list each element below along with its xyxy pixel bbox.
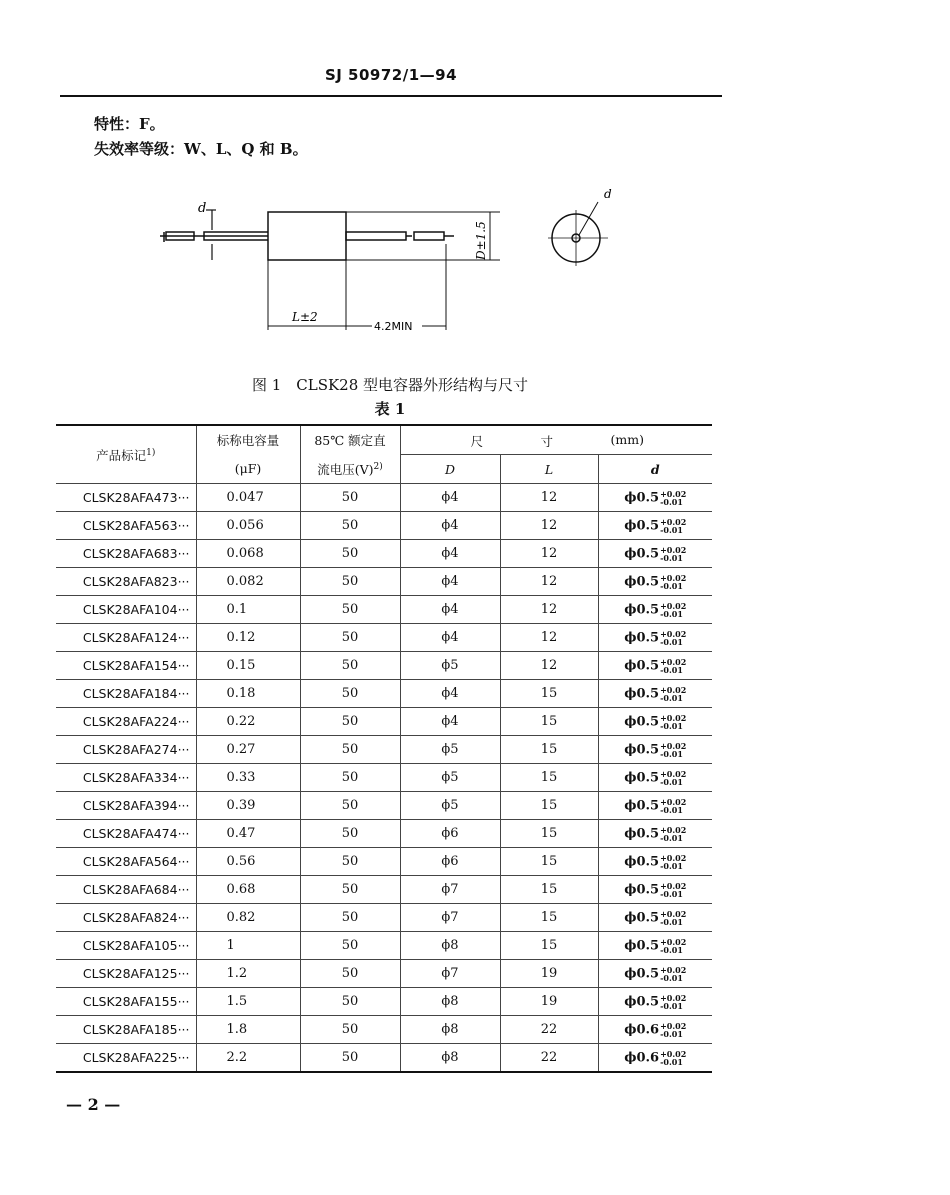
header-voltage-line1: 85℃ 额定直 bbox=[300, 425, 400, 455]
table-row bbox=[56, 512, 712, 540]
table-row bbox=[56, 540, 712, 568]
cell-model: CLSK28AFA225··· bbox=[56, 1044, 196, 1073]
cell-D: ϕ4 bbox=[400, 624, 500, 652]
cell-capacitance: 0.22 bbox=[196, 708, 300, 736]
cell-D: ϕ8 bbox=[400, 1016, 500, 1044]
cell-capacitance: 1.2 bbox=[196, 960, 300, 988]
cell-d: ϕ0.5+0.02 -0.01 bbox=[598, 988, 712, 1016]
table-row bbox=[56, 652, 712, 680]
tolerance: +0.02 -0.01 bbox=[660, 488, 687, 507]
cell-d: ϕ0.5+0.02 -0.01 bbox=[598, 652, 712, 680]
header-D: D bbox=[400, 455, 500, 484]
cell-L: 15 bbox=[500, 764, 598, 792]
table-row bbox=[56, 708, 712, 736]
cell-L: 15 bbox=[500, 820, 598, 848]
cell-capacitance: 0.68 bbox=[196, 876, 300, 904]
cell-d: ϕ0.5+0.02 -0.01 bbox=[598, 764, 712, 792]
cell-capacitance: 1.8 bbox=[196, 1016, 300, 1044]
tolerance: +0.02 -0.01 bbox=[660, 628, 687, 647]
table-row bbox=[56, 596, 712, 624]
cell-voltage: 50 bbox=[300, 848, 400, 876]
cell-voltage: 50 bbox=[300, 596, 400, 624]
cell-L: 19 bbox=[500, 960, 598, 988]
cell-d: ϕ0.5+0.02 -0.01 bbox=[598, 596, 712, 624]
table-row bbox=[56, 904, 712, 932]
tolerance: +0.02 -0.01 bbox=[660, 572, 687, 591]
cell-capacitance: 0.39 bbox=[196, 792, 300, 820]
cell-L: 12 bbox=[500, 596, 598, 624]
cell-L: 22 bbox=[500, 1016, 598, 1044]
tolerance: +0.02 -0.01 bbox=[660, 712, 687, 731]
cell-L: 15 bbox=[500, 932, 598, 960]
table-row bbox=[56, 680, 712, 708]
header-capacitance-line1: 标称电容量 bbox=[196, 425, 300, 455]
characteristic-line: 特性：F。 bbox=[94, 115, 165, 133]
cell-d: ϕ0.5+0.02 -0.01 bbox=[598, 512, 712, 540]
left-d-dimension bbox=[206, 210, 216, 260]
cell-d: ϕ0.5+0.02 -0.01 bbox=[598, 876, 712, 904]
cell-L: 15 bbox=[500, 708, 598, 736]
cell-model: CLSK28AFA474··· bbox=[56, 820, 196, 848]
table-row bbox=[56, 568, 712, 596]
cell-model: CLSK28AFA683··· bbox=[56, 540, 196, 568]
cell-d: ϕ0.5+0.02 -0.01 bbox=[598, 736, 712, 764]
cell-model: CLSK28AFA125··· bbox=[56, 960, 196, 988]
cell-capacitance: 0.082 bbox=[196, 568, 300, 596]
tolerance: +0.02 -0.01 bbox=[660, 544, 687, 563]
cell-model: CLSK28AFA564··· bbox=[56, 848, 196, 876]
cell-d: ϕ0.5+0.02 -0.01 bbox=[598, 960, 712, 988]
cell-D: ϕ5 bbox=[400, 736, 500, 764]
cell-model: CLSK28AFA334··· bbox=[56, 764, 196, 792]
table-row bbox=[56, 960, 712, 988]
cell-d: ϕ0.5+0.02 -0.01 bbox=[598, 540, 712, 568]
header-dimensions: 尺 寸 (mm) bbox=[400, 425, 712, 455]
table-title: 表 1 bbox=[374, 400, 406, 418]
header-rule bbox=[60, 95, 722, 97]
cell-L: 15 bbox=[500, 736, 598, 764]
tolerance: +0.02 -0.01 bbox=[660, 768, 687, 787]
cell-voltage: 50 bbox=[300, 540, 400, 568]
cell-capacitance: 0.47 bbox=[196, 820, 300, 848]
cell-model: CLSK28AFA473··· bbox=[56, 484, 196, 512]
tolerance: +0.02 -0.01 bbox=[660, 684, 687, 703]
cell-d: ϕ0.5+0.02 -0.01 bbox=[598, 624, 712, 652]
tolerance: +0.02 -0.01 bbox=[660, 852, 687, 871]
cell-d: ϕ0.5+0.02 -0.01 bbox=[598, 792, 712, 820]
cell-voltage: 50 bbox=[300, 1016, 400, 1044]
cell-d: ϕ0.5+0.02 -0.01 bbox=[598, 904, 712, 932]
cell-capacitance: 0.15 bbox=[196, 652, 300, 680]
cell-voltage: 50 bbox=[300, 876, 400, 904]
cell-L: 12 bbox=[500, 652, 598, 680]
cell-d: ϕ0.5+0.02 -0.01 bbox=[598, 484, 712, 512]
cell-voltage: 50 bbox=[300, 568, 400, 596]
table-row bbox=[56, 792, 712, 820]
cell-model: CLSK28AFA684··· bbox=[56, 876, 196, 904]
figure-caption: 图 1 CLSK28 型电容器外形结构与尺寸 bbox=[251, 376, 529, 394]
cell-D: ϕ6 bbox=[400, 848, 500, 876]
cell-D: ϕ7 bbox=[400, 960, 500, 988]
cell-capacitance: 1 bbox=[196, 932, 300, 960]
right-lead bbox=[346, 232, 454, 240]
tolerance: +0.02 -0.01 bbox=[660, 908, 687, 927]
table-row bbox=[56, 988, 712, 1016]
end-view bbox=[548, 202, 608, 266]
capacitor-body bbox=[268, 212, 346, 260]
cell-model: CLSK28AFA563··· bbox=[56, 512, 196, 540]
tolerance: +0.02 -0.01 bbox=[660, 1048, 687, 1067]
cell-voltage: 50 bbox=[300, 820, 400, 848]
table-row bbox=[56, 820, 712, 848]
cell-voltage: 50 bbox=[300, 904, 400, 932]
cell-L: 22 bbox=[500, 1044, 598, 1073]
cell-model: CLSK28AFA224··· bbox=[56, 708, 196, 736]
cell-d: ϕ0.5+0.02 -0.01 bbox=[598, 568, 712, 596]
cell-voltage: 50 bbox=[300, 960, 400, 988]
cell-voltage: 50 bbox=[300, 484, 400, 512]
cell-d: ϕ0.6+0.02 -0.01 bbox=[598, 1016, 712, 1044]
cell-capacitance: 0.27 bbox=[196, 736, 300, 764]
tolerance: +0.02 -0.01 bbox=[660, 656, 687, 675]
cell-model: CLSK28AFA155··· bbox=[56, 988, 196, 1016]
spec-table bbox=[56, 424, 712, 1073]
cell-D: ϕ4 bbox=[400, 540, 500, 568]
cell-D: ϕ6 bbox=[400, 820, 500, 848]
tolerance: +0.02 -0.01 bbox=[660, 600, 687, 619]
cell-capacitance: 0.18 bbox=[196, 680, 300, 708]
page-number: — 2 — bbox=[66, 1095, 121, 1114]
header-voltage-line2: 流电压$(V)^{2)}$ bbox=[300, 455, 400, 484]
D-label: D±1.5 bbox=[474, 221, 488, 260]
cell-L: 15 bbox=[500, 792, 598, 820]
cell-D: ϕ7 bbox=[400, 876, 500, 904]
cell-capacitance: 0.068 bbox=[196, 540, 300, 568]
cell-capacitance: 0.12 bbox=[196, 624, 300, 652]
cell-D: ϕ8 bbox=[400, 1044, 500, 1073]
cell-model: CLSK28AFA104··· bbox=[56, 596, 196, 624]
table-row bbox=[56, 624, 712, 652]
cell-D: ϕ4 bbox=[400, 680, 500, 708]
cell-capacitance: 0.33 bbox=[196, 764, 300, 792]
cell-D: ϕ5 bbox=[400, 792, 500, 820]
cell-voltage: 50 bbox=[300, 988, 400, 1016]
table-row bbox=[56, 1044, 712, 1073]
cell-model: CLSK28AFA274··· bbox=[56, 736, 196, 764]
table-row bbox=[56, 736, 712, 764]
cell-D: ϕ4 bbox=[400, 484, 500, 512]
cell-d: ϕ0.5+0.02 -0.01 bbox=[598, 932, 712, 960]
L-label: L±2 bbox=[292, 310, 318, 324]
cell-capacitance: 0.1 bbox=[196, 596, 300, 624]
cell-model: CLSK28AFA394··· bbox=[56, 792, 196, 820]
cell-voltage: 50 bbox=[300, 708, 400, 736]
cell-voltage: 50 bbox=[300, 1044, 400, 1073]
cell-L: 12 bbox=[500, 540, 598, 568]
cell-voltage: 50 bbox=[300, 652, 400, 680]
left-lead bbox=[160, 232, 270, 242]
tolerance: +0.02 -0.01 bbox=[660, 824, 687, 843]
cell-L: 15 bbox=[500, 848, 598, 876]
cell-D: ϕ5 bbox=[400, 764, 500, 792]
cell-capacitance: 2.2 bbox=[196, 1044, 300, 1073]
cell-L: 12 bbox=[500, 484, 598, 512]
cell-voltage: 50 bbox=[300, 736, 400, 764]
cell-voltage: 50 bbox=[300, 512, 400, 540]
tolerance: +0.02 -0.01 bbox=[660, 964, 687, 983]
cell-capacitance: 0.056 bbox=[196, 512, 300, 540]
table-row bbox=[56, 848, 712, 876]
cell-voltage: 50 bbox=[300, 932, 400, 960]
cell-L: 15 bbox=[500, 904, 598, 932]
cell-d: ϕ0.5+0.02 -0.01 bbox=[598, 820, 712, 848]
cell-D: ϕ5 bbox=[400, 652, 500, 680]
cell-D: ϕ4 bbox=[400, 512, 500, 540]
cell-model: CLSK28AFA823··· bbox=[56, 568, 196, 596]
header-d: d bbox=[598, 455, 712, 484]
cell-L: 15 bbox=[500, 876, 598, 904]
cell-D: ϕ4 bbox=[400, 708, 500, 736]
cell-model: CLSK28AFA824··· bbox=[56, 904, 196, 932]
cell-model: CLSK28AFA124··· bbox=[56, 624, 196, 652]
tolerance: +0.02 -0.01 bbox=[660, 880, 687, 899]
cell-d: ϕ0.6+0.02 -0.01 bbox=[598, 1044, 712, 1073]
tolerance: +0.02 -0.01 bbox=[660, 796, 687, 815]
cell-D: ϕ8 bbox=[400, 988, 500, 1016]
table-row bbox=[56, 876, 712, 904]
end-view-d-label: d bbox=[604, 187, 612, 201]
cell-D: ϕ8 bbox=[400, 932, 500, 960]
failure-rate-line: 失效率等级：W、L、Q 和 B。 bbox=[94, 140, 308, 158]
cell-D: ϕ4 bbox=[400, 596, 500, 624]
min-label: 4.2MIN bbox=[374, 320, 413, 333]
header-capacitance-line2: (μF) bbox=[196, 455, 300, 484]
cell-D: ϕ7 bbox=[400, 904, 500, 932]
cell-capacitance: 0.047 bbox=[196, 484, 300, 512]
cell-voltage: 50 bbox=[300, 624, 400, 652]
cell-voltage: 50 bbox=[300, 792, 400, 820]
cell-d: ϕ0.5+0.02 -0.01 bbox=[598, 848, 712, 876]
cell-L: 12 bbox=[500, 568, 598, 596]
cell-L: 12 bbox=[500, 624, 598, 652]
cell-capacitance: 1.5 bbox=[196, 988, 300, 1016]
cell-voltage: 50 bbox=[300, 764, 400, 792]
tolerance: +0.02 -0.01 bbox=[660, 936, 687, 955]
cell-model: CLSK28AFA185··· bbox=[56, 1016, 196, 1044]
capacitor-outline-figure bbox=[150, 180, 620, 340]
header-L: L bbox=[500, 455, 598, 484]
cell-capacitance: 0.56 bbox=[196, 848, 300, 876]
cell-d: ϕ0.5+0.02 -0.01 bbox=[598, 708, 712, 736]
tolerance: +0.02 -0.01 bbox=[660, 516, 687, 535]
cell-L: 15 bbox=[500, 680, 598, 708]
cell-d: ϕ0.5+0.02 -0.01 bbox=[598, 680, 712, 708]
cell-L: 19 bbox=[500, 988, 598, 1016]
cell-model: CLSK28AFA184··· bbox=[56, 680, 196, 708]
cell-D: ϕ4 bbox=[400, 568, 500, 596]
tolerance: +0.02 -0.01 bbox=[660, 1020, 687, 1039]
header-product: 产品标记$^{1)}$ bbox=[56, 425, 196, 484]
table-row bbox=[56, 932, 712, 960]
left-d-label: d bbox=[198, 201, 207, 216]
table-row bbox=[56, 484, 712, 512]
tolerance: +0.02 -0.01 bbox=[660, 740, 687, 759]
table-row bbox=[56, 1016, 712, 1044]
table-row bbox=[56, 764, 712, 792]
page-header: SJ 50972/1—94 bbox=[324, 66, 458, 84]
cell-model: CLSK28AFA154··· bbox=[56, 652, 196, 680]
cell-capacitance: 0.82 bbox=[196, 904, 300, 932]
cell-L: 12 bbox=[500, 512, 598, 540]
tolerance: +0.02 -0.01 bbox=[660, 992, 687, 1011]
cell-voltage: 50 bbox=[300, 680, 400, 708]
cell-model: CLSK28AFA105··· bbox=[56, 932, 196, 960]
